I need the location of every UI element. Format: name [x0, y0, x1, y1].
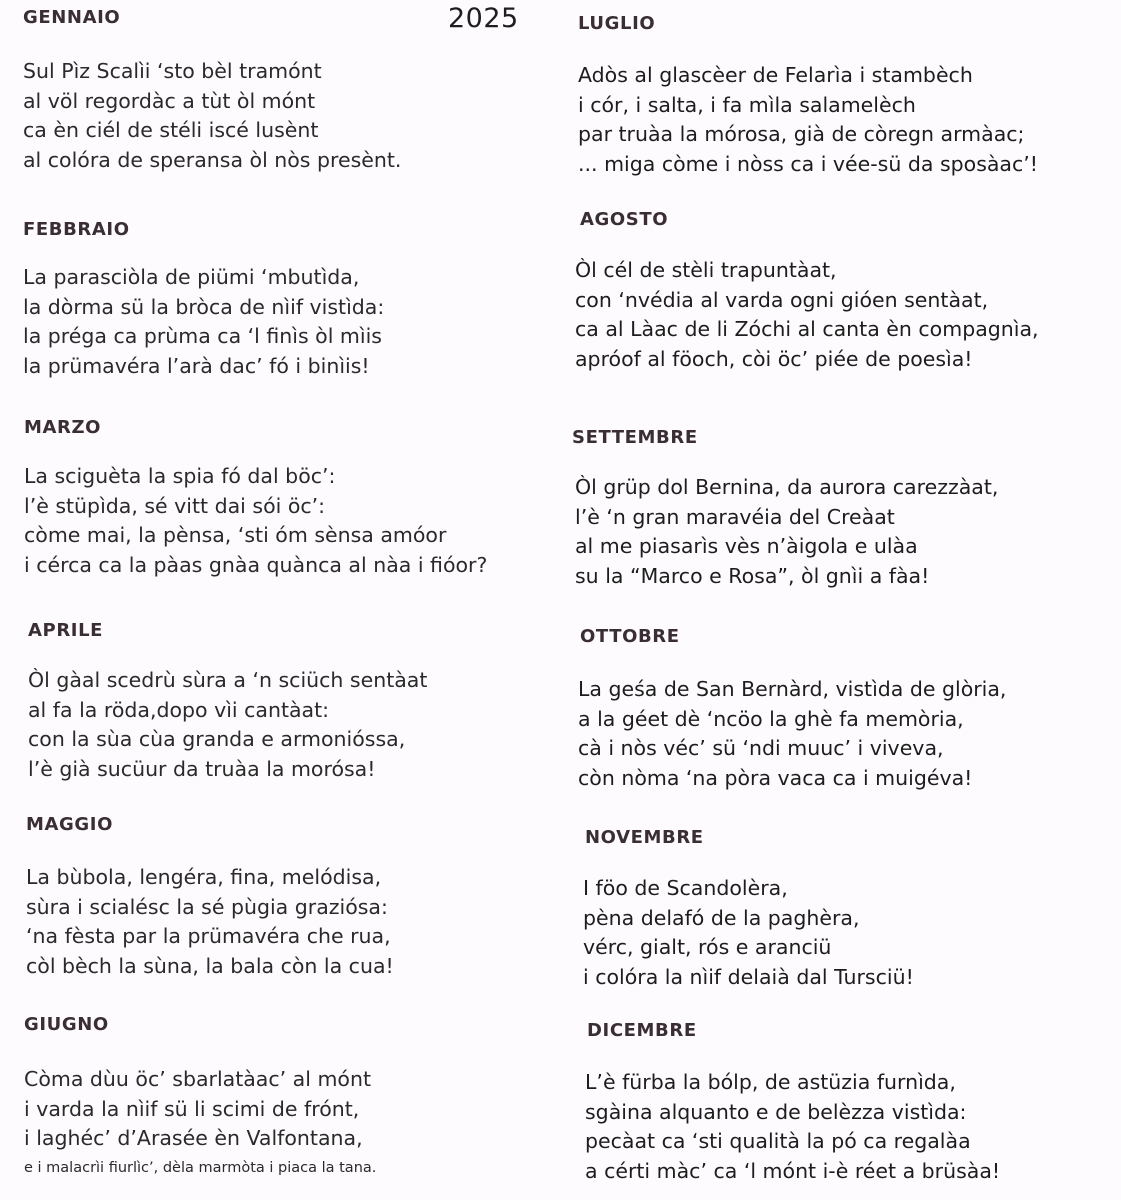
verse-line: L’è fürba la bólp, de astüzia furnìda, [585, 1070, 956, 1094]
verse-line: al me piasarìs vès n’àigola e ulàa [575, 534, 918, 558]
month-title: NOVEMBRE [585, 827, 704, 848]
verse-line: Òl cél de stèli trapuntàat, [575, 258, 837, 282]
verse-line: par truàa la mórosa, già de còregn armàac; [578, 122, 1025, 146]
month-aprile [28, 620, 427, 784]
verse-line: ‘na fèsta par la prümavéra che rua, [26, 924, 391, 948]
verse-line: apróof al föoch, còi öc’ piée de poesìa! [575, 346, 973, 371]
verse-line: con ‘nvédia al varda ogni gióen sentàat, [575, 287, 989, 312]
month-verse [26, 863, 394, 981]
month-verse [585, 1068, 1000, 1186]
verse-line: Òl gàal scedrù sùra a ‘n sciüch sentàat [28, 668, 428, 692]
month-title: DICEMBRE [587, 1020, 697, 1041]
month-gennaio [23, 7, 401, 175]
verse-line: Adòs al glascèer de Felarìa i stambèch [578, 63, 973, 87]
month-verse [583, 874, 914, 992]
verse-line: i laghéc’ d’Arasée èn Valfontana, [24, 1126, 363, 1150]
verse-line: i cór, i salta, i fa mìla salamelèch [578, 92, 916, 117]
month-title: APRILE [28, 620, 104, 641]
month-title: OTTOBRE [580, 626, 680, 647]
month-title: FEBBRAIO [23, 219, 130, 240]
month-ottobre [580, 626, 1006, 793]
verse-line: La sciguèta la spia fó dal böc’: [24, 464, 336, 488]
calendar-year: 2025 [448, 3, 519, 34]
verse-line: La geśa de San Bernàrd, vistìda de glòria, [578, 677, 1007, 701]
verse-line: La bùbola, lengéra, fina, melódisa, [26, 865, 382, 889]
verse-line: ca al Làac de li Zóchi al canta èn compagnìa, [575, 317, 1039, 341]
month-title: GENNAIO [23, 7, 121, 28]
verse-line: la préga ca prùma ca ‘l finìs òl mìis [23, 324, 382, 348]
verse-line: I föo de Scandolèra, [583, 876, 788, 900]
month-novembre [585, 827, 914, 992]
verse-line: cà i nòs véc’ sü ‘ndi muuc’ i viveva, [578, 736, 944, 760]
month-agosto [575, 209, 1039, 374]
verse-line: la dòrma sü la bròca de nìif vistìda: [23, 294, 385, 319]
month-maggio [26, 814, 394, 981]
month-verse [578, 61, 1038, 179]
verse-line: su la “Marco e Rosa”, òl gnìi a fàa! [575, 563, 930, 588]
verse-line: còn nòma ‘na pòra vaca ca i muigéva! [578, 765, 973, 790]
month-dicembre [587, 1020, 1000, 1186]
verse-line: i cérca ca la pàas gnàa quànca al nàa i fióor? [24, 552, 488, 577]
verse-line: sùra i scialésc la sé pùgia graziósa: [26, 894, 388, 919]
verse-line: ... miga còme i nòss ca i vée-sü da sposàac’! [578, 151, 1038, 176]
verse-line: a la géet dè ‘ncöo la ghè fa memòria, [578, 706, 964, 731]
verse-line: al fa la röda,dopo vìi cantàat: [28, 697, 330, 722]
month-marzo [24, 417, 487, 580]
month-title: SETTEMBRE [572, 427, 698, 448]
month-settembre [572, 427, 998, 591]
month-title: LUGLIO [578, 13, 656, 34]
verse-line: la prümavéra l’arà dac’ fó i binìis! [23, 353, 370, 378]
month-febbraio [23, 219, 384, 381]
month-verse [575, 473, 998, 591]
verse-line: e i malacrìi fiurlìc’, dèla marmòta i piaca la tana. [24, 1159, 377, 1176]
verse-line: i colóra la nìif delaià dal Tursciü! [583, 964, 914, 989]
month-verse [24, 1065, 376, 1183]
verse-line: Còma dùu öc’ sbarlatàac’ al mónt [24, 1067, 371, 1091]
verse-line: Sul Pìz Scalìi ‘sto bèl tramónt [23, 59, 322, 83]
verse-line: al colóra de speransa òl nòs presènt. [23, 147, 402, 172]
month-verse [578, 675, 1006, 793]
verse-line: l’è già sucüur da truàa la morósa! [28, 756, 376, 781]
verse-line: Òl grüp dol Bernina, da aurora carezzàat, [575, 475, 999, 499]
verse-line: vérc, gialt, rós e aranciü [583, 935, 832, 959]
month-giugno [24, 1014, 376, 1183]
month-title: MAGGIO [26, 814, 113, 835]
verse-line: pèna delafó de la paghèra, [583, 905, 860, 930]
verse-line: con la sùa cùa granda e armonióssa, [28, 727, 406, 751]
verse-line: l’è stüpìda, sé vitt dai sói öc’: [24, 493, 326, 518]
verse-line: l’è ‘n gran maravéia del Creàat [575, 504, 895, 529]
verse-line: còme mai, la pènsa, ‘sti óm sènsa amóor [24, 523, 447, 547]
verse-line: i varda la nìif sü li scimi de frónt, [24, 1096, 360, 1121]
month-verse [575, 256, 1039, 374]
verse-line: La parasciòla de piümi ‘mbutìda, [23, 265, 360, 289]
verse-line: al völ regordàc a tùt òl mónt [23, 88, 316, 113]
month-verse [23, 57, 401, 175]
month-verse [24, 462, 487, 580]
month-title: MARZO [24, 417, 102, 438]
month-verse [28, 666, 427, 784]
verse-line: a cérti màc’ ca ‘l mónt i-è réet a brüsàa! [585, 1158, 1001, 1183]
verse-line: sgàina alquanto e de belèzza vistìda: [585, 1099, 967, 1124]
month-title: GIUGNO [24, 1014, 109, 1035]
month-luglio [578, 13, 1038, 179]
verse-line: còl bèch la sùna, la bala còn la cua! [26, 953, 394, 978]
verse-line: pecàat ca ‘sti qualità la pó ca regalàa [585, 1129, 971, 1153]
verse-line: ca èn ciél de stéli iscé lusènt [23, 118, 319, 142]
month-title: AGOSTO [580, 209, 669, 230]
month-verse [23, 263, 384, 381]
